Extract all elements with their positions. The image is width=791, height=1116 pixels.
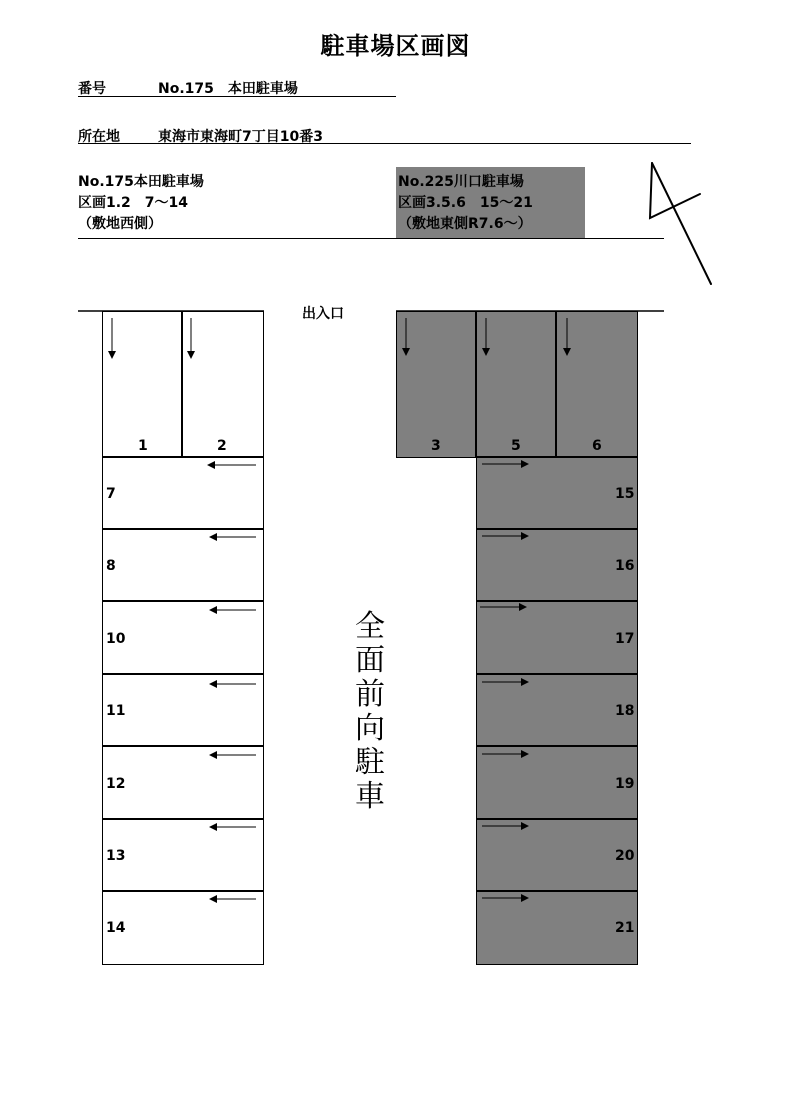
space-number: 10 [106, 631, 126, 647]
lot-left-name: No.175本田駐車場 [78, 174, 204, 190]
entrance-label: 出入口 [302, 306, 344, 322]
space-number: 18 [615, 703, 635, 719]
space-number: 15 [615, 486, 635, 502]
lot-left-note: （敷地西側） [78, 216, 162, 232]
space-number: 8 [106, 558, 116, 574]
lot-right-spaces: 区画3.5.6 15〜21 [398, 195, 533, 211]
lot-right-note: （敷地東側R7.6〜） [398, 216, 532, 232]
space-number: 19 [615, 776, 635, 792]
space-number: 7 [106, 486, 116, 502]
address-label: 所在地 [78, 129, 120, 145]
lot-right-name: No.225川口駐車場 [398, 174, 524, 190]
space-number: 13 [106, 848, 126, 864]
space-number: 14 [106, 920, 126, 936]
space-number: 17 [615, 631, 635, 647]
north-arrow-icon [650, 163, 711, 284]
space-number: 16 [615, 558, 635, 574]
lot-left-spaces: 区画1.2 7〜14 [78, 195, 189, 211]
space-number: 20 [615, 848, 635, 864]
number-value: No.175 本田駐車場 [158, 81, 298, 97]
center-char: 車 [355, 779, 385, 814]
page-title: 駐車場区画図 [320, 32, 471, 60]
center-char: 向 [355, 711, 385, 746]
space-number: 6 [592, 438, 602, 454]
space-number: 1 [138, 438, 148, 454]
center-char: 全 [355, 609, 385, 644]
center-char: 駐 [355, 745, 385, 780]
space-number: 11 [106, 703, 126, 719]
space-number: 2 [217, 438, 227, 454]
number-label: 番号 [78, 81, 106, 97]
center-char: 前 [355, 677, 385, 712]
space-number: 5 [511, 438, 521, 454]
space-number: 3 [431, 438, 441, 454]
center-char: 面 [355, 643, 385, 678]
space-number: 12 [106, 776, 126, 792]
address-value: 東海市東海町7丁目10番3 [158, 129, 323, 145]
space-number: 21 [615, 920, 635, 936]
